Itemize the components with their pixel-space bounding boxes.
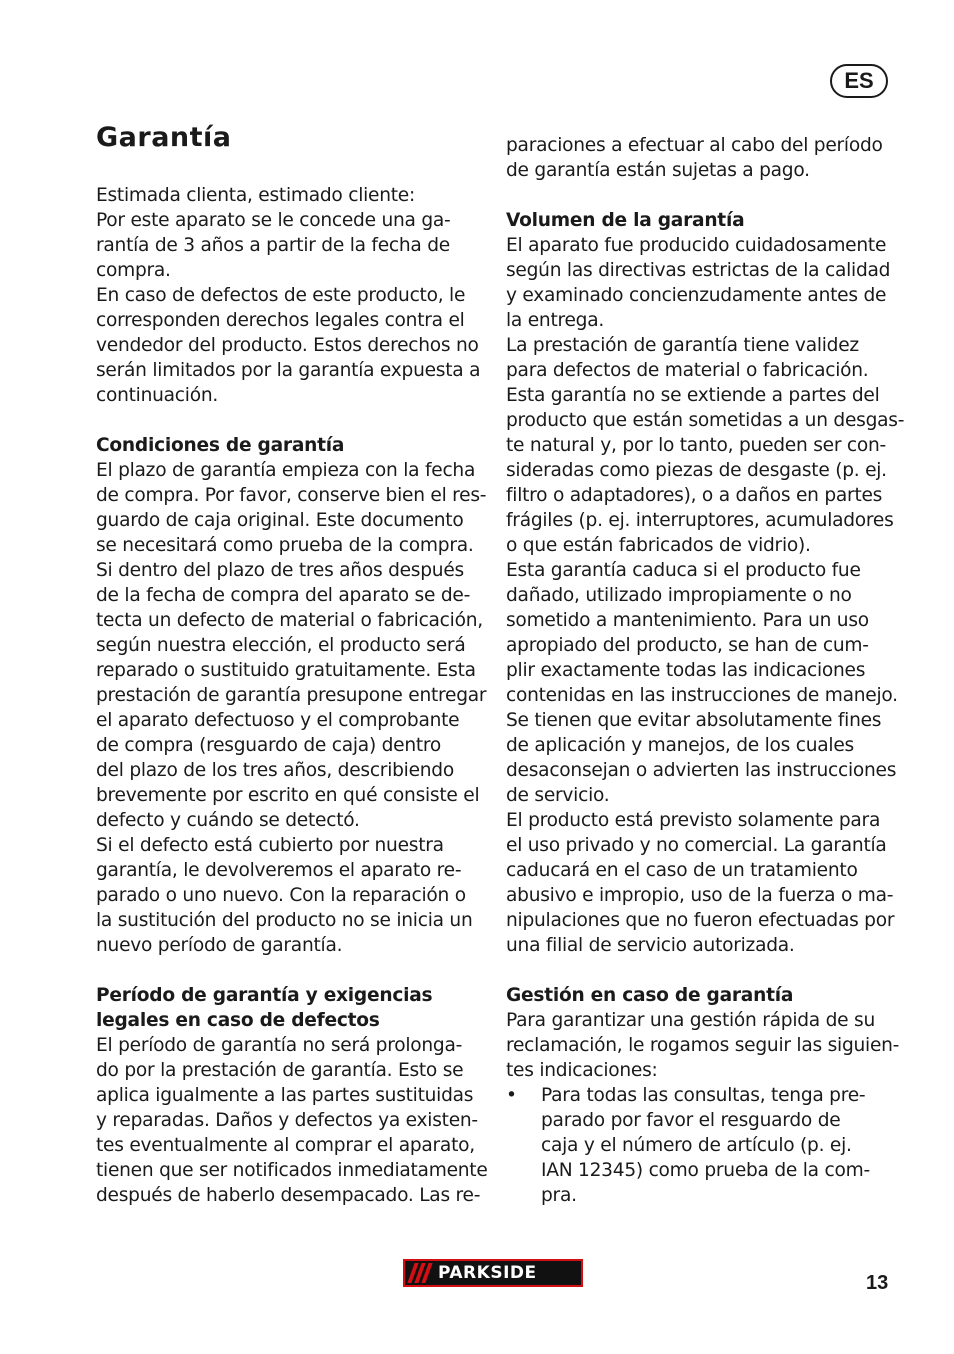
text-line: brevemente por escrito en qué consiste el [96,785,480,806]
text-line: Si el defecto está cubierto por nuestra [96,835,444,856]
text-line: parado o uno nuevo. Con la reparación o [96,885,466,906]
text-line: aplica igualmente a las partes sustituidas [96,1085,474,1106]
text-line: sometido a mantenimiento. Para un uso [506,610,869,631]
text-line: frágiles (p. ej. interruptores, acumuladores [506,510,894,531]
text-line: Se tienen que evitar absolutamente fines [506,710,882,731]
text-line: El aparato fue producido cuidadosamente [506,235,887,256]
text-line: para defectos de material o fabricación. [506,360,869,381]
section-heading-period: legales en caso de defectos [96,1010,380,1031]
text-line: según nuestra elección, el producto será [96,635,466,656]
page-number: 13 [866,1272,889,1294]
text-line: caja y el número de artículo (p. ej. [541,1135,852,1156]
right-column [506,133,905,1208]
text-line: IAN 12345) como prueba de la com- [541,1160,870,1181]
bullet-dot: • [506,1085,517,1106]
text-line: producto que están sometidas a un desgas- [506,410,905,431]
section-heading-handling: Gestión en caso de garantía [506,985,794,1006]
text-line: Esta garantía caduca si el producto fue [506,560,861,581]
text-line: guardo de caja original. Este documento [96,510,464,531]
text-line: el uso privado y no comercial. La garantía [506,835,887,856]
page-title: Garantía [96,122,232,153]
text-line: tecta un defecto de material o fabricación, [96,610,483,631]
text-line: del plazo de los tres años, describiendo [96,760,454,781]
text-line: el aparato defectuoso y el comprobante [96,710,460,731]
text-line: de compra. Por favor, conserve bien el res- [96,485,487,506]
text-line: El plazo de garantía empieza con la fecha [96,460,476,481]
text-line: Esta garantía no se extiende a partes del [506,385,880,406]
language-badge: ES [830,64,888,98]
text-line: apropiado del producto, se han de cum- [506,635,869,656]
text-line: de compra (resguardo de caja) dentro [96,735,442,756]
text-line: Por este aparato se le concede una ga- [96,210,451,231]
text-line: reparado o sustituido gratuitamente. Esta [96,660,476,681]
text-line: la entrega. [506,310,605,331]
text-line: después de haberlo desempacado. Las re- [96,1185,481,1206]
text-line: se necesitará como prueba de la compra. [96,535,474,556]
text-line: filtro o adaptadores), o a daños en partes [506,485,883,506]
text-line: caducará en el caso de un tratamiento [506,860,858,881]
text-line: te natural y, por lo tanto, pueden ser con- [506,435,886,456]
text-line: la sustitución del producto no se inicia un [96,910,473,931]
text-line: do por la prestación de garantía. Esto se [96,1060,464,1081]
text-line: rantía de 3 años a partir de la fecha de [96,235,450,256]
text-line: Estimada clienta, estimado cliente: [96,185,415,206]
section-heading-scope: Volumen de la garantía [506,210,745,231]
conditions-paragraph [96,458,487,958]
text-line: Para garantizar una gestión rápida de su [506,1010,875,1031]
text-line: reclamación, le rogamos seguir las siguien- [506,1035,900,1056]
text-line: El período de garantía no será prolonga- [96,1035,463,1056]
parkside-logo [403,1259,583,1287]
text-line: una filial de servicio autorizada. [506,935,795,956]
text-line: según las directivas estrictas de la calidad [506,260,891,281]
section-heading-period: Período de garantía y exigencias [96,985,433,1006]
logo-text: PARKSIDE [438,1263,537,1283]
text-line: garantía, le devolveremos el aparato re- [96,860,462,881]
text-line: Para todas las consultas, tenga pre- [541,1085,866,1106]
intro-paragraph [96,183,481,408]
text-line: vendedor del producto. Estos derechos no [96,335,479,356]
text-line: de la fecha de compra del aparato se de- [96,585,471,606]
text-line: En caso de defectos de este producto, le [96,285,466,306]
continuation-paragraph [506,133,891,183]
text-line: plir exactamente todas las indicaciones [506,660,866,681]
text-line: nipulaciones que no fueron efectuadas por [506,910,895,931]
text-line: o que están fabricados de vidrio). [506,535,811,556]
left-column [96,183,488,1208]
text-line: compra. [96,260,171,281]
text-line: y examinado concienzudamente antes de [506,285,887,306]
text-line: abusivo e impropio, uso de la fuerza o ma- [506,885,894,906]
text-line: parado por favor el resguardo de [541,1110,841,1131]
text-line: defecto y cuándo se detectó. [96,810,360,831]
text-line: y reparadas. Daños y defectos ya existen- [96,1110,478,1131]
text-line: Si dentro del plazo de tres años después [96,560,464,581]
text-line: dañado, utilizado impropiamente o no [506,585,852,606]
handling-paragraph [506,1008,900,1083]
text-line: de garantía están sujetas a pago. [506,160,810,181]
text-line: paraciones a efectuar al cabo del período [506,135,883,156]
text-line: prestación de garantía presupone entregar [96,685,487,706]
bullet-item [506,1083,891,1208]
text-line: tienen que ser notificados inmediatamente [96,1160,488,1181]
text-line: de aplicación y manejos, de los cuales [506,735,854,756]
text-line: continuación. [96,385,219,406]
period-paragraph [96,1033,488,1208]
text-line: sideradas como piezas de desgaste (p. ej. [506,460,887,481]
text-line: tes eventualmente al comprar el aparato, [96,1135,475,1156]
section-heading-conditions: Condiciones de garantía [96,435,345,456]
text-line: serán limitados por la garantía expuesta a [96,360,481,381]
text-line: contenidas en las instrucciones de manejo. [506,685,898,706]
text-line: tes indicaciones: [506,1060,658,1081]
text-line: El producto está previsto solamente para [506,810,881,831]
text-line: corresponden derechos legales contra el [96,310,465,331]
text-line: desaconsejan o advierten las instrucciones [506,760,897,781]
text-line: pra. [541,1185,577,1206]
logo-stripes-icon [405,1261,432,1285]
text-line: nuevo período de garantía. [96,935,343,956]
text-line: de servicio. [506,785,610,806]
text-line: La prestación de garantía tiene validez [506,335,859,356]
scope-paragraph [506,233,905,958]
